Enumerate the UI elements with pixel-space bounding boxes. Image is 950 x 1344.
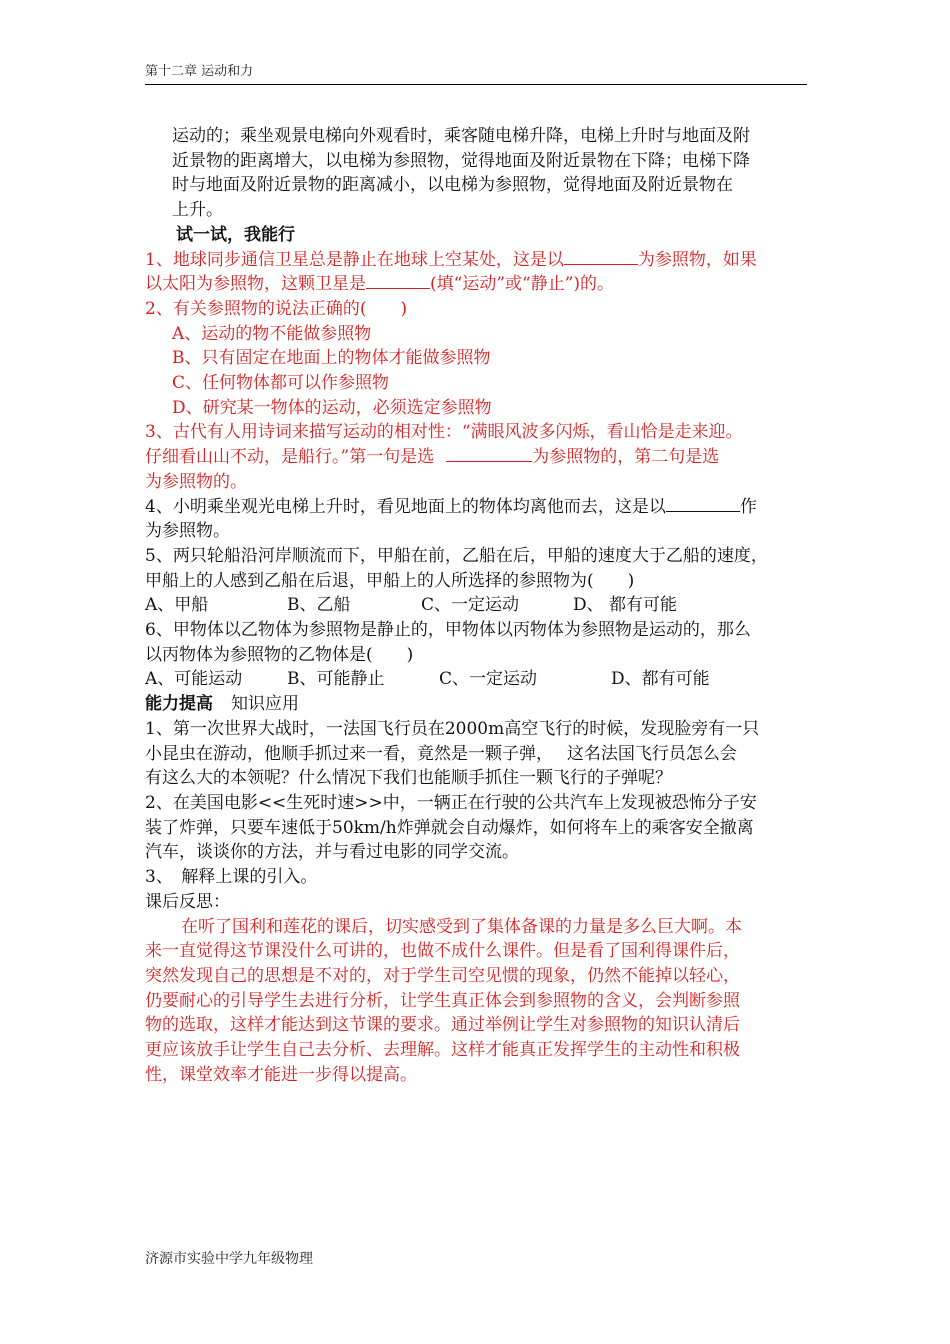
answer-blank[interactable] xyxy=(666,495,740,512)
question-2 xyxy=(145,297,810,421)
question-6 xyxy=(145,618,810,692)
section-heading-try: 试一试，我能行 xyxy=(176,224,295,245)
text-line: 时与地面及附近景物的距离减小，以电梯为参照物，觉得地面及附近景物在 xyxy=(172,175,733,196)
option-c: C、一定运动 xyxy=(421,595,520,616)
text-line: 运动的；乘坐观景电梯向外观看时，乘客随电梯升降，电梯上升时与地面及附 xyxy=(172,126,750,146)
reflection-title: 课后反思： xyxy=(145,891,230,912)
text-line: 6、甲物体以乙物体为参照物是静止的，甲物体以丙物体为参照物是运动的，那么 xyxy=(145,620,751,641)
text-line: 为参照物的。 xyxy=(145,471,247,492)
application-1 xyxy=(145,717,810,791)
text-segment: 作 xyxy=(739,496,757,517)
text-line: 性，课堂效率才能进一步得以提高。 xyxy=(145,1064,417,1085)
question-3 xyxy=(145,420,810,494)
question-stem: 2、有关参照物的说法正确的( ) xyxy=(145,298,408,319)
section-heading-sub: 知识应用 xyxy=(231,694,299,715)
text-line: 在听了国利和莲花的课后，切实感受到了集体备课的力量是多么巨大啊。本 xyxy=(181,916,742,937)
option-c: C、一定运动 xyxy=(439,669,538,690)
option-b: B、只有固定在地面上的物体才能做参照物 xyxy=(172,348,491,369)
intro-paragraph xyxy=(145,124,810,223)
section-heading-ability xyxy=(145,692,810,717)
text-line: 5、两只轮船沿河岸顺流而下，甲船在前，乙船在后，甲船的速度大于乙船的速度， xyxy=(145,545,768,566)
section-heading-bold: 能力提高 xyxy=(145,694,213,715)
options-row xyxy=(145,593,810,618)
option-b: B、可能静止 xyxy=(287,669,385,690)
text-line: 突然发现自己的思想是不对的，对于学生司空见惯的现象，仍然不能掉以轻心， xyxy=(145,965,740,986)
text-line: 更应该放手让学生自己去分析、去理解。这样才能真正发挥学生的主动性和积极 xyxy=(145,1040,740,1061)
text-segment: 为参照物的，第二句是选 xyxy=(532,447,720,468)
text-line: 3、古代有人用诗词来描写运动的相对性：“满眼风波多闪烁，看山恰是走来迎。 xyxy=(145,422,743,443)
page-footer: 济源市实验中学九年级物理 xyxy=(145,1251,313,1267)
text-line: 2、在美国电影<<生死时速>>中，一辆正在行驶的公共汽车上发现被恐怖分子安 xyxy=(145,792,757,813)
text-line: 物的选取，这样才能达到这节课的要求。通过举例让学生对参照物的知识认清后 xyxy=(145,1015,740,1036)
question-5 xyxy=(145,544,810,618)
answer-blank[interactable] xyxy=(564,248,638,265)
option-c: C、任何物体都可以作参照物 xyxy=(172,373,390,394)
text-line: 有这么大的本领呢？什么情况下我们也能顺手抓住一颗飞行的子弹呢？ xyxy=(145,768,672,789)
answer-blank[interactable] xyxy=(366,272,430,289)
text-line: 汽车，谈谈你的方法，并与看过电影的同学交流。 xyxy=(145,842,519,863)
text-segment: 以太阳为参照物，这颗卫星是 xyxy=(145,274,366,295)
option-a: A、运动的物不能做参照物 xyxy=(172,323,372,344)
option-d: D、都有可能 xyxy=(611,669,710,690)
options-row xyxy=(145,667,810,692)
text-segment: 仔细看山山不动，是船行。”第一句是选 xyxy=(145,447,435,468)
text-segment: (填“运动”或“静止”)的。 xyxy=(430,274,615,295)
option-a: A、甲船 xyxy=(145,595,209,616)
text-segment: 1、地球同步通信卫星总是静止在地球上空某处，这是以 xyxy=(145,249,564,270)
text-line: 来一直觉得这节课没什么可讲的，也做不成什么课件。但是看了国利得课件后， xyxy=(145,941,740,962)
answer-blank[interactable] xyxy=(446,445,532,462)
header-divider xyxy=(145,84,807,85)
option-b: B、乙船 xyxy=(287,595,351,616)
document-body xyxy=(145,124,810,1087)
text-line: 仍要耐心的引导学生去进行分析，让学生真正体会到参照物的含义，会判断参照 xyxy=(145,990,740,1011)
option-d: D、研究某一物体的运动，必须选定参照物 xyxy=(172,397,492,418)
application-3: 3、 解释上课的引入。 xyxy=(145,867,318,888)
option-a: A、可能运动 xyxy=(145,669,243,690)
text-line: 小昆虫在游动，他顺手抓过来一看，竟然是一颗子弹， 这名法国飞行员怎么会 xyxy=(145,743,737,764)
text-line: 1、第一次世界大战时，一法国飞行员在2000m高空飞行的时候，发现脸旁有一只 xyxy=(145,718,760,739)
text-line: 近景物的距离增大，以电梯为参照物，觉得地面及附近景物在下降；电梯下降 xyxy=(172,150,750,171)
reflection-paragraph xyxy=(145,915,810,1088)
text-line: 上升。 xyxy=(172,200,223,221)
page-header-title: 第十二章 运动和力 xyxy=(145,64,254,79)
option-d: D、 都有可能 xyxy=(573,595,678,616)
text-segment: 4、小明乘坐观光电梯上升时，看见地面上的物体均离他而去，这是以 xyxy=(145,496,666,517)
question-1 xyxy=(145,248,810,297)
text-line: 以丙物体为参照物的乙物体是( ) xyxy=(145,644,414,665)
text-line: 甲船上的人感到乙船在后退，甲船上的人所选择的参照物为( ) xyxy=(145,570,635,591)
text-segment: 为参照物，如果 xyxy=(637,249,757,270)
text-line: 为参照物。 xyxy=(145,521,230,542)
question-4 xyxy=(145,495,810,544)
text-line: 装了炸弹，只要车速低于50km/h炸弹就会自动爆炸，如何将车上的乘客安全撤离 xyxy=(145,817,754,838)
application-2 xyxy=(145,791,810,865)
